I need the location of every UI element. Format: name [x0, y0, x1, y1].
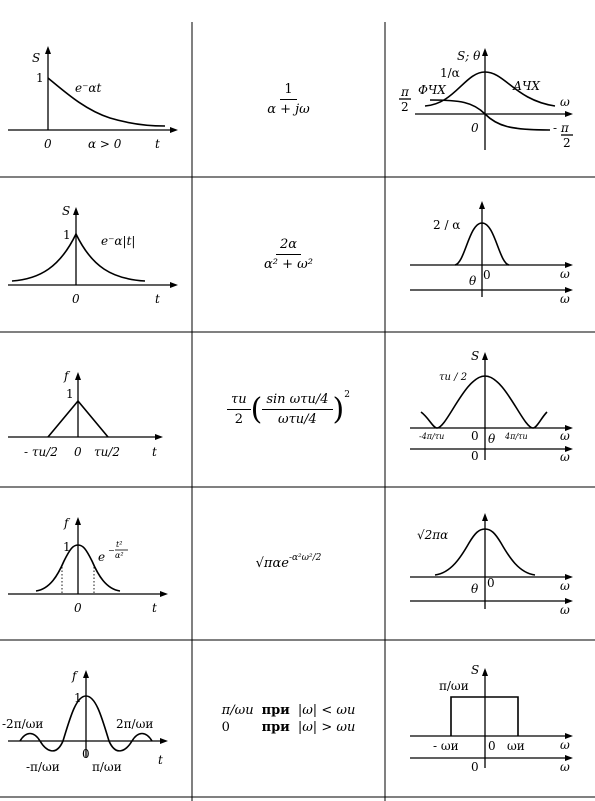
- y-axis-label: f: [64, 369, 69, 383]
- left-paren: (: [250, 391, 263, 427]
- pi-den-label: 2: [401, 100, 409, 114]
- y-axis-arrow: [482, 48, 488, 56]
- origin-label: 0: [74, 601, 82, 615]
- omega-label-2: ω: [560, 450, 570, 464]
- theta-label: θ: [471, 582, 479, 596]
- expr-exp-num: t²: [116, 540, 123, 549]
- row-1-signal-plot: [0, 22, 192, 177]
- omega-label-1: ω: [560, 738, 570, 752]
- t-axis-label: t: [152, 445, 157, 459]
- y-axis-label: S: [471, 663, 480, 677]
- origin-label-2: 0: [471, 760, 479, 774]
- formula-body: √παe: [255, 556, 289, 571]
- row-3-spectrum-plot: [385, 332, 595, 487]
- row-2-spectrum-plot: [385, 177, 595, 332]
- piece-1-word: при: [261, 702, 290, 718]
- row-2-formula: [192, 177, 385, 332]
- signal-expression: e⁻αt: [75, 81, 102, 95]
- level-label: π/ωи: [439, 679, 469, 693]
- sinc-fraction: [262, 392, 332, 427]
- piecewise-table: [218, 702, 360, 736]
- row-5-signal-plot: [0, 640, 192, 797]
- y-axis-arrow: [45, 46, 51, 54]
- y-axis-arrow: [75, 517, 81, 525]
- peak-label: 1/α: [440, 66, 460, 80]
- formula-exponent: -α²ω²/2: [288, 553, 322, 563]
- x-axis-arrow: [170, 127, 178, 133]
- prefactor-fraction: [227, 392, 251, 427]
- denominator: α + jω: [267, 102, 310, 117]
- origin-label: 0: [44, 137, 52, 151]
- origin-label: 0: [74, 445, 82, 459]
- left-zero-label: -4π/τи: [419, 432, 445, 441]
- right-pi-label: π/ωи: [92, 760, 122, 774]
- row-1-spectrum-plot: [385, 22, 595, 177]
- phase-label: ФЧХ: [418, 83, 446, 97]
- power: 2: [344, 390, 350, 400]
- value-one-label: 1: [63, 228, 71, 242]
- signal-expression: e⁻α|t|: [101, 234, 136, 248]
- left-edge-label: - ωи: [433, 739, 459, 753]
- y-axis-label: S: [62, 204, 71, 218]
- origin-label: 0: [488, 739, 496, 753]
- y-axis-arrow: [73, 207, 79, 215]
- value-one-label: 1: [66, 387, 74, 401]
- row-4-spectrum-cell: [385, 487, 595, 640]
- piece-1-value: π/ωи: [221, 702, 254, 718]
- row-5-spectrum-plot: [385, 640, 595, 797]
- phase-curve: [430, 100, 550, 130]
- y-axis-label: S: [32, 51, 41, 65]
- neg-pi-den-label: 2: [563, 136, 571, 150]
- origin-label: 0: [487, 576, 495, 590]
- y-axis-label: f: [72, 669, 77, 683]
- omega-label-1: ω: [560, 579, 570, 593]
- omega-label-2: ω: [560, 292, 570, 306]
- right-edge-label: τи/2: [94, 445, 121, 459]
- right-zero-label: 4π/τи: [505, 432, 528, 441]
- expr-exp-den: α²: [115, 551, 124, 560]
- origin-label: 0: [483, 268, 491, 282]
- prefactor-denominator: 2: [234, 412, 243, 427]
- piecewise-row-2: [218, 719, 360, 736]
- t-axis-label: t: [155, 292, 160, 306]
- prefactor-numerator: τи: [227, 392, 251, 410]
- neg-pi-label: - π: [553, 121, 569, 135]
- omega-label-1: ω: [560, 267, 570, 281]
- omega-label-1: ω: [560, 429, 570, 443]
- row-1-formula: [192, 22, 385, 177]
- x-axis-arrow: [160, 591, 168, 597]
- expr-minus: −: [108, 546, 115, 555]
- piece-2-condition: |ω| > ωи: [297, 719, 356, 735]
- row-4-signal-cell: [0, 487, 192, 640]
- row-1-signal-cell: [0, 22, 192, 177]
- y-axis-arrow: [479, 201, 485, 209]
- right-2pi-label: 2π/ωи: [116, 717, 154, 731]
- row-2-signal-cell: [0, 177, 192, 332]
- piece-2-word: при: [261, 719, 290, 735]
- right-paren: ): [332, 391, 345, 427]
- theta-label: θ: [488, 432, 496, 446]
- x-axis-arrow: [160, 738, 168, 744]
- piece-1-condition: |ω| < ωи: [297, 702, 356, 718]
- origin-label: 0: [82, 747, 90, 761]
- row-2-signal-plot: [0, 177, 192, 332]
- fraction: [260, 237, 317, 272]
- row-2-spectrum-cell: [385, 177, 595, 332]
- row-3-signal-plot: [0, 332, 192, 487]
- numerator: 2α: [276, 237, 301, 255]
- condition-label: α > 0: [88, 137, 122, 151]
- y-axis-label: S; θ: [457, 49, 481, 63]
- omega-label-2: ω: [560, 603, 570, 617]
- denominator: α² + ω²: [264, 257, 313, 272]
- amplitude-label: АЧХ: [513, 79, 540, 93]
- omega-axis-arrow: [565, 111, 573, 117]
- piecewise-row-1: [218, 702, 360, 719]
- pi-label: π: [401, 85, 409, 99]
- row-1-spectrum-cell: [385, 22, 595, 177]
- omega-label: ω: [560, 95, 570, 109]
- right-edge-label: ωи: [507, 739, 525, 753]
- value-one-label: 1: [63, 540, 71, 554]
- fraction: [263, 82, 314, 117]
- t-axis-label: t: [158, 753, 163, 767]
- y-axis-label: f: [64, 516, 69, 530]
- origin-label: 0: [471, 429, 479, 443]
- row-5-signal-cell: [0, 640, 192, 797]
- expr-base: e: [98, 550, 106, 564]
- row-3-spectrum-cell: [385, 332, 595, 487]
- numerator: 1: [280, 82, 296, 100]
- y-axis-arrow: [75, 372, 81, 380]
- row-5-formula: [192, 640, 385, 797]
- row-5-spectrum-cell: [385, 640, 595, 797]
- y-axis-arrow: [482, 513, 488, 521]
- peak-label: τи / 2: [439, 372, 468, 383]
- t-axis-label: t: [152, 601, 157, 615]
- origin-label: 0: [471, 121, 479, 135]
- theta-label: θ: [469, 274, 477, 288]
- row-4-signal-plot: [0, 487, 192, 640]
- y-axis-arrow: [83, 670, 89, 678]
- value-one-label: 1: [36, 71, 44, 85]
- exp-decay-curve: [48, 78, 165, 126]
- peak-label: √2πα: [417, 528, 449, 542]
- row-4-formula: [192, 487, 385, 640]
- row-4-spectrum-plot: [385, 487, 595, 640]
- sinc-denominator: ωτи/4: [278, 412, 317, 427]
- t-axis-label: t: [155, 137, 160, 151]
- y-axis-arrow: [482, 668, 488, 676]
- left-edge-label: - τи/2: [24, 445, 58, 459]
- y-axis-label: S: [471, 349, 480, 363]
- row-3-signal-cell: [0, 332, 192, 487]
- value-one-label: 1: [74, 691, 82, 705]
- left-pi-label: -π/ωи: [26, 760, 60, 774]
- x-axis-arrow: [170, 282, 178, 288]
- sinc-numerator: sin ωτи/4: [262, 392, 332, 410]
- y-axis-arrow: [482, 352, 488, 360]
- omega-label-2: ω: [560, 760, 570, 774]
- row-3-formula: [192, 332, 385, 487]
- left-2pi-label: -2π/ωи: [2, 717, 44, 731]
- x-axis-arrow: [155, 434, 163, 440]
- piece-2-value: 0: [221, 719, 230, 735]
- peak-label: 2 / α: [433, 218, 461, 232]
- origin-label-2: 0: [471, 449, 479, 463]
- sinc-squared-curve: [421, 376, 547, 428]
- origin-label: 0: [72, 292, 80, 306]
